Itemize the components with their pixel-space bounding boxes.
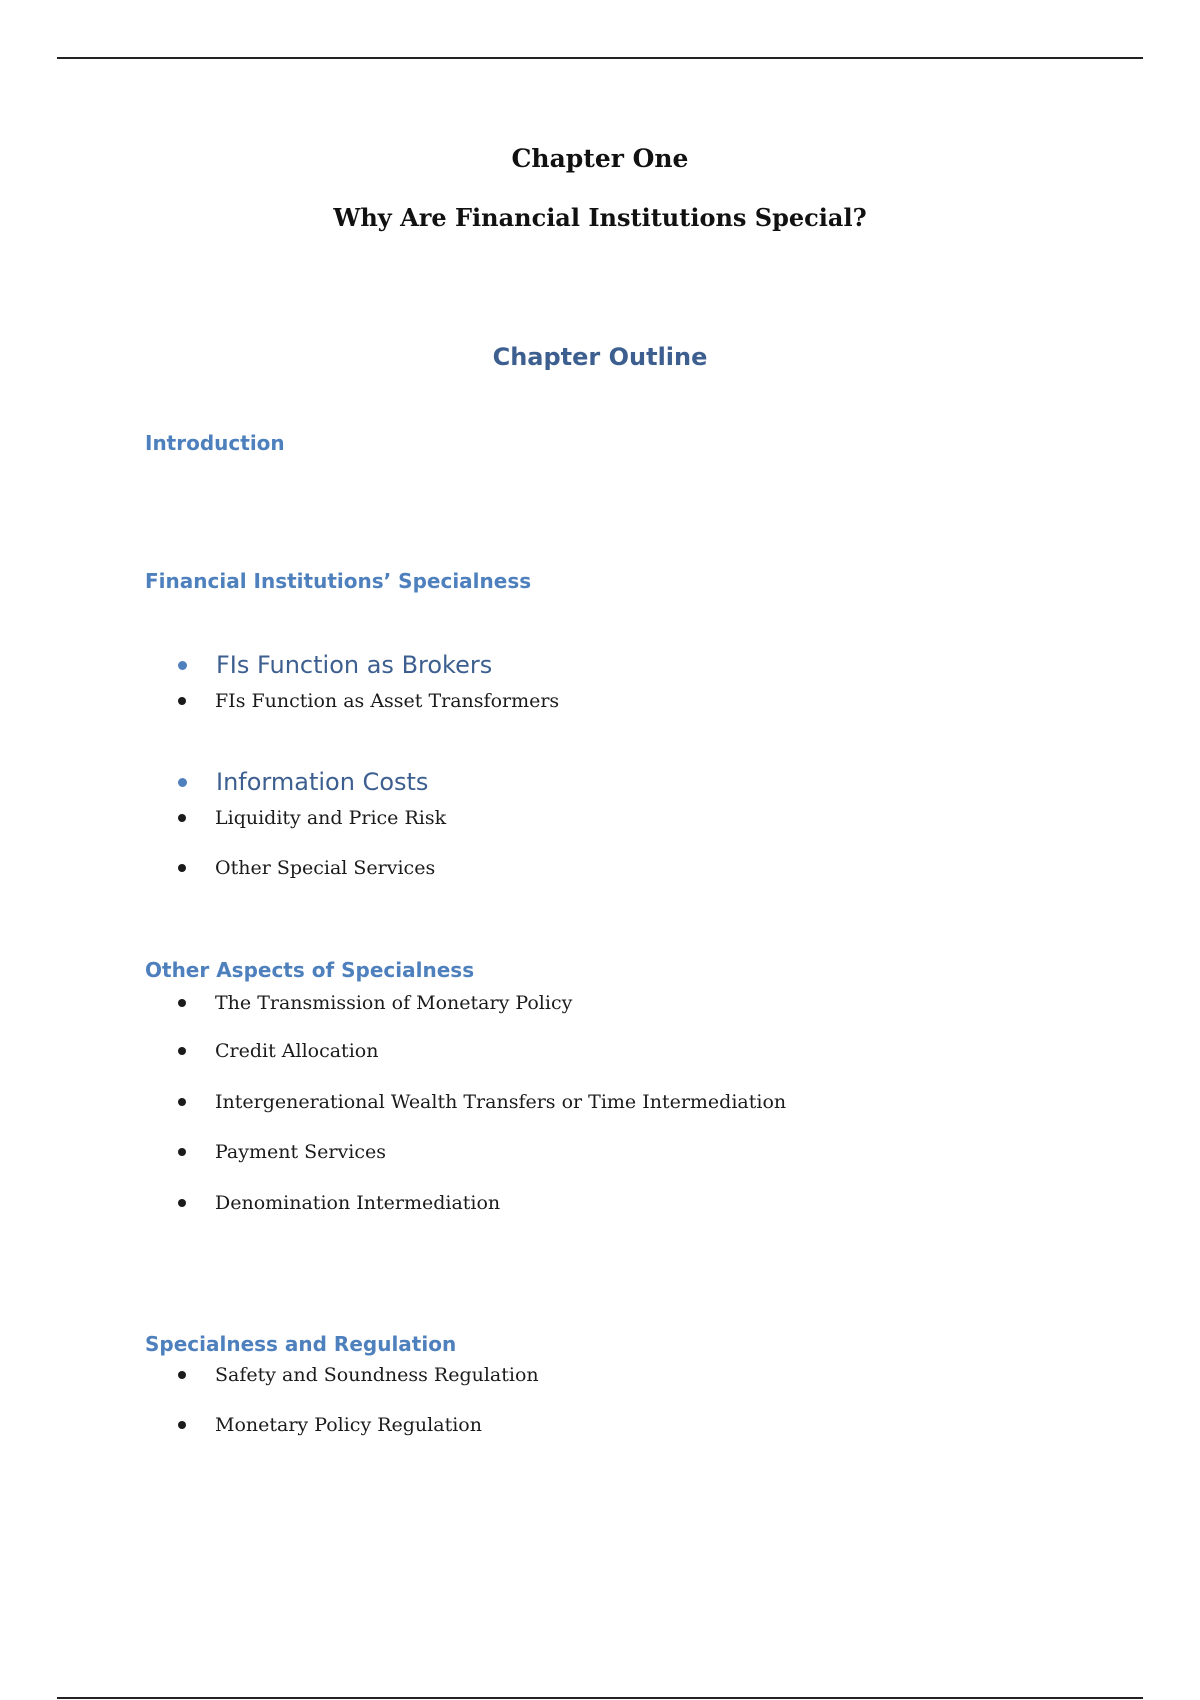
- list-item-text: Intergenerational Wealth Transfers or Time Intermediation: [215, 1091, 787, 1113]
- list-item: [178, 992, 572, 1014]
- bullet-icon: [178, 1199, 186, 1207]
- bullet-icon: [178, 1371, 186, 1379]
- list-item: [178, 768, 428, 796]
- list-item-text: Information Costs: [216, 768, 429, 796]
- list-item: [178, 1192, 500, 1214]
- list-item-text: FIs Function as Brokers: [216, 651, 493, 679]
- bullet-icon: [178, 1148, 186, 1156]
- outline-heading: Chapter Outline: [492, 343, 708, 371]
- top-rule: [57, 57, 1143, 59]
- section-heading-specialness: Financial Institutions’ Specialness: [145, 569, 532, 593]
- list-item-text: Denomination Intermediation: [215, 1192, 501, 1214]
- list-item-text: The Transmission of Monetary Policy: [215, 992, 573, 1014]
- bullet-icon: [178, 1421, 186, 1429]
- chapter-subtitle: Why Are Financial Institutions Special?: [333, 203, 867, 232]
- list-item: [178, 1040, 378, 1062]
- bullet-icon: [178, 864, 186, 872]
- bullet-icon: [178, 1047, 186, 1055]
- list-item: [178, 1091, 786, 1113]
- bullet-icon: [178, 814, 186, 822]
- bullet-icon: [178, 661, 187, 670]
- chapter-title: Chapter One: [511, 144, 689, 173]
- bullet-icon: [178, 999, 186, 1007]
- section-heading-regulation: Specialness and Regulation: [145, 1332, 457, 1356]
- list-item: [178, 807, 446, 829]
- list-item: [178, 690, 559, 712]
- list-item-text: Payment Services: [215, 1141, 386, 1163]
- list-item-text: Safety and Soundness Regulation: [215, 1364, 539, 1386]
- list-item-text: Monetary Policy Regulation: [215, 1414, 482, 1436]
- list-item: [178, 651, 492, 679]
- bullet-icon: [178, 697, 186, 705]
- list-item: [178, 1364, 539, 1386]
- list-item-text: FIs Function as Asset Transformers: [215, 690, 560, 712]
- list-item: [178, 1414, 482, 1436]
- list-item-text: Other Special Services: [215, 857, 436, 879]
- list-item: [178, 857, 435, 879]
- bullet-icon: [178, 1098, 186, 1106]
- list-item: [178, 1141, 386, 1163]
- section-heading-introduction: Introduction: [145, 431, 285, 455]
- section-heading-other-aspects: Other Aspects of Specialness: [145, 958, 475, 982]
- list-item-text: Liquidity and Price Risk: [215, 807, 447, 829]
- bottom-rule: [57, 1697, 1143, 1699]
- list-item-text: Credit Allocation: [215, 1040, 379, 1062]
- bullet-icon: [178, 778, 187, 787]
